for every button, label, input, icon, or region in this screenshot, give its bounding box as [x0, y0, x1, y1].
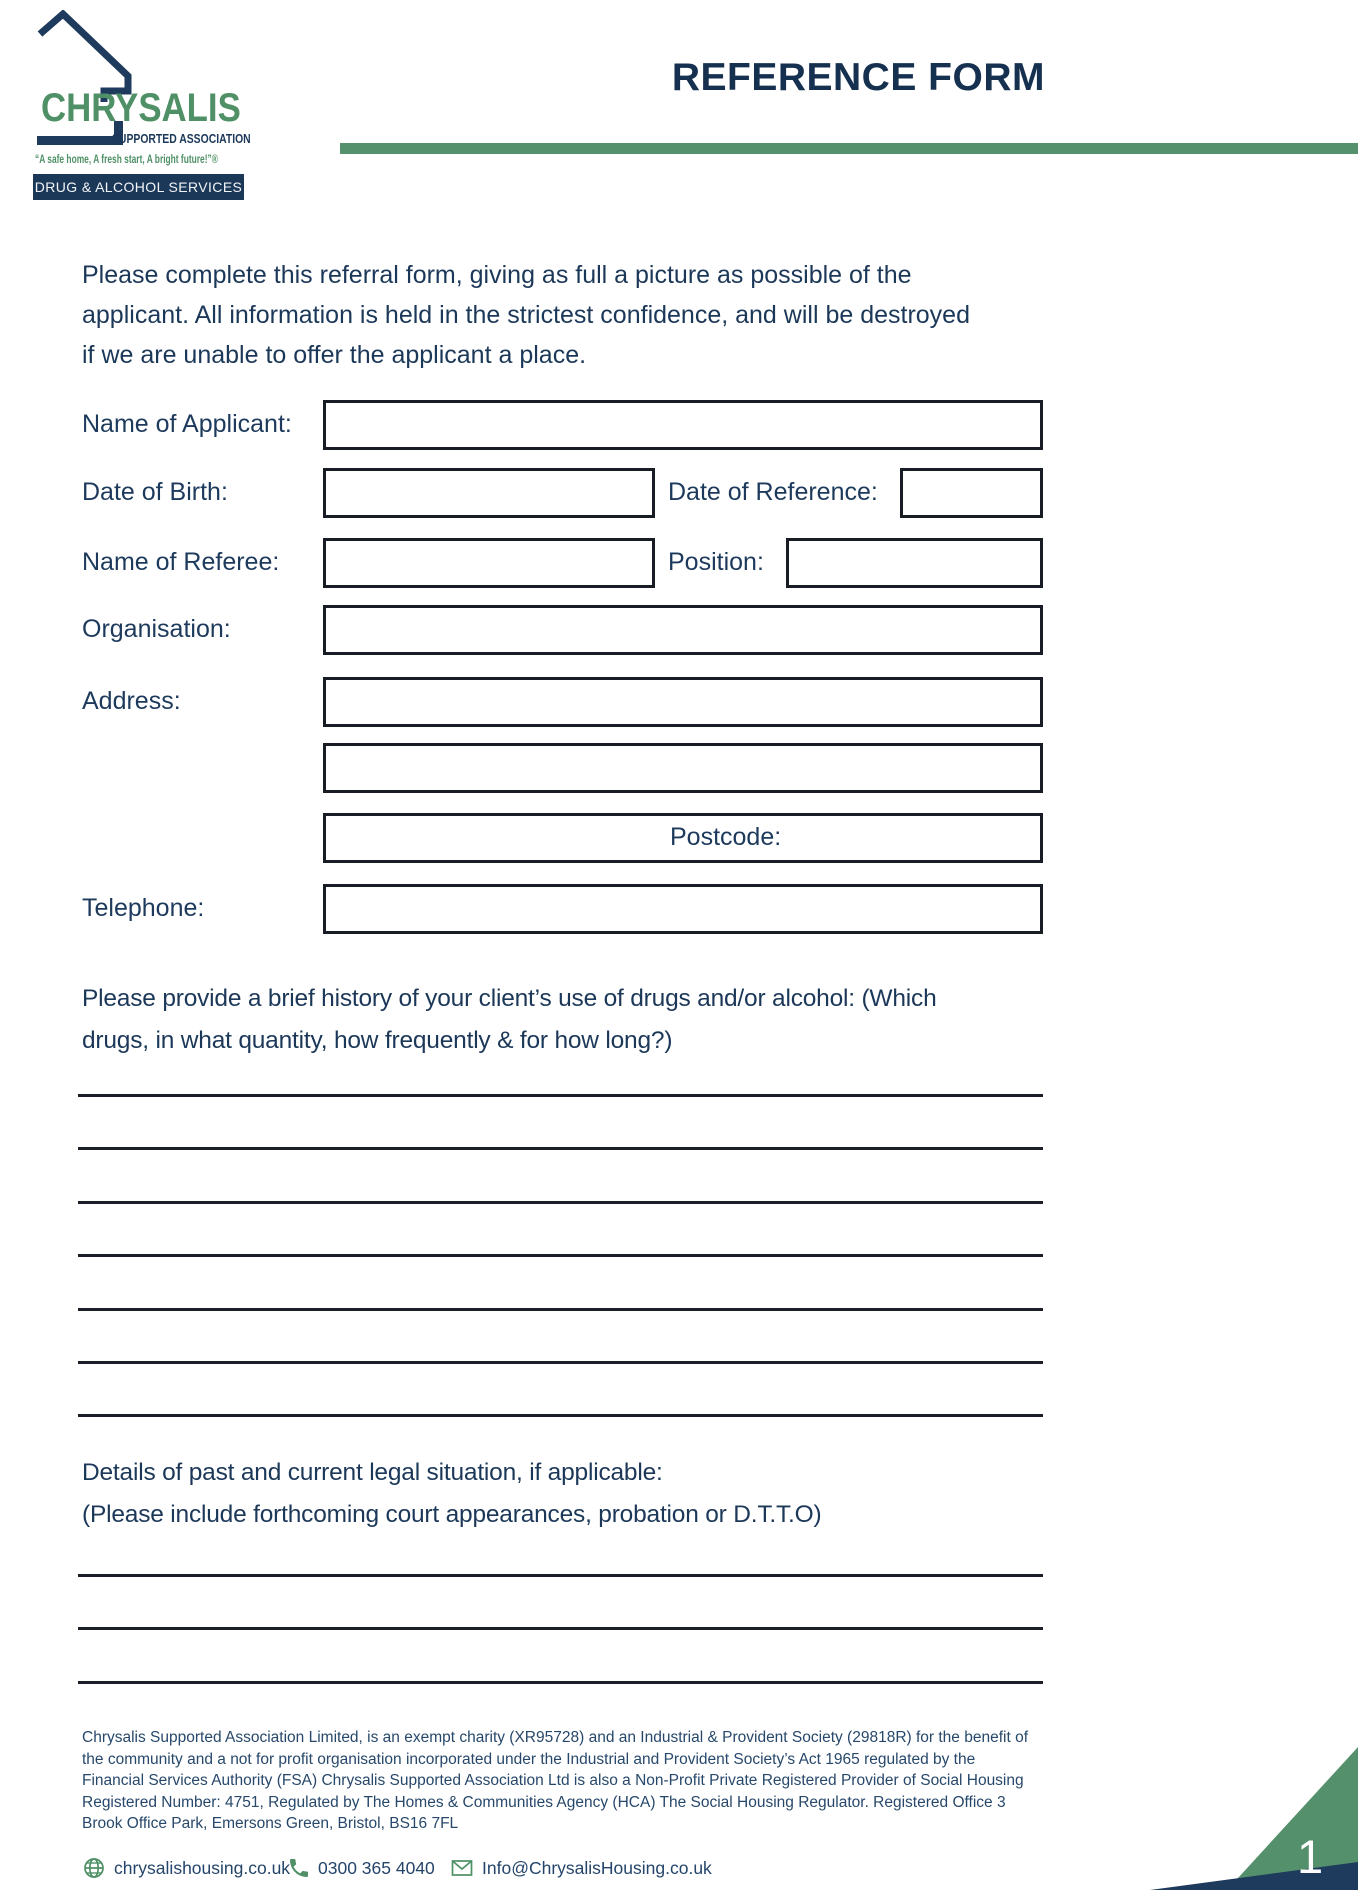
answer-line	[78, 1201, 1043, 1204]
title-underline-bar	[340, 143, 1358, 154]
legal-situation-prompt	[82, 1452, 821, 1536]
drug-history-prompt	[82, 978, 937, 1062]
date-of-reference-label: Date of Reference:	[668, 478, 878, 506]
brand-name: CHRYSALIS	[41, 86, 241, 130]
answer-line	[78, 1094, 1043, 1097]
address-line1-input[interactable]	[323, 677, 1043, 727]
answer-line	[78, 1147, 1043, 1150]
position-label: Position:	[668, 548, 764, 576]
answer-line	[78, 1308, 1043, 1311]
footer-legal-text: Chrysalis Supported Association Limited, is an exempt charity (XR95728) and an Industrial & Provident Society (29818R) for the benefit of the community and a not for profit organisation incorporated under the Industrial and Provident Society’s Act 1965 regulated by the Financial Services Authority (FSA) Chrysalis Supported Association Ltd is also a Non-Profit Private Registered Provider of Social Housing Registered Number: 4751, Regulated by The Homes & Communities Agency (HCA) The Social Housing Regulator. Registered Office 3 Brook Office Park, Emersons Green, Bristol, BS16 7FL	[82, 1729, 1028, 1832]
prompt-line: drugs, in what quantity, how frequently & for how long?)	[82, 1027, 673, 1054]
brand-subtitle: SUPPORTED ASSOCIATION	[112, 131, 251, 146]
address-line2-input[interactable]	[323, 743, 1043, 793]
page-title: REFERENCE FORM	[671, 56, 1045, 99]
drug-history-answer-lines	[78, 1094, 1043, 1468]
brand-banner: DRUG & ALCOHOL SERVICES	[33, 174, 244, 200]
footer-email-link[interactable]: Info@ChrysalisHousing.co.uk	[482, 1858, 712, 1878]
answer-line	[78, 1361, 1043, 1364]
legal-situation-answer-lines	[78, 1574, 1043, 1734]
intro-line: applicant. All information is held in the strictest confidence, and will be destroyed	[82, 301, 970, 329]
telephone-label: Telephone:	[82, 894, 205, 922]
answer-line	[78, 1254, 1043, 1257]
applicant-name-label: Name of Applicant:	[82, 410, 292, 438]
postcode-label: Postcode:	[670, 823, 782, 851]
prompt-line: Please provide a brief history of your client’s use of drugs and/or alcohol: (Which	[82, 985, 937, 1012]
address-label: Address:	[82, 687, 181, 715]
date-of-birth-label: Date of Birth:	[82, 478, 228, 506]
intro-paragraph	[82, 255, 970, 375]
referee-name-label: Name of Referee:	[82, 548, 280, 576]
applicant-name-input[interactable]	[323, 400, 1043, 450]
intro-line: if we are unable to offer the applicant a place.	[82, 341, 587, 369]
prompt-line: (Please include forthcoming court appearances, probation or D.T.T.O)	[82, 1501, 822, 1528]
referee-name-input[interactable]	[323, 538, 655, 588]
phone-icon	[287, 1856, 311, 1880]
answer-line	[78, 1414, 1043, 1417]
telephone-input[interactable]	[323, 884, 1043, 934]
position-input[interactable]	[786, 538, 1043, 588]
brand-tagline: “A safe home, A fresh start, A bright future!”®	[35, 152, 218, 166]
footer-phone-number[interactable]: 0300 365 4040	[318, 1858, 435, 1878]
answer-line	[78, 1681, 1043, 1684]
globe-icon	[82, 1856, 106, 1880]
organisation-label: Organisation:	[82, 615, 231, 643]
page-number: 1	[1297, 1830, 1324, 1883]
prompt-line: Details of past and current legal situation, if applicable:	[82, 1459, 663, 1486]
envelope-icon	[450, 1856, 474, 1880]
organisation-input[interactable]	[323, 605, 1043, 655]
footer-website-link[interactable]: chrysalishousing.co.uk	[114, 1858, 291, 1878]
date-of-birth-input[interactable]	[323, 468, 655, 518]
answer-line	[78, 1627, 1043, 1630]
address-postcode-input[interactable]	[323, 813, 1043, 863]
answer-line	[78, 1574, 1043, 1577]
intro-line: Please complete this referral form, giving as full a picture as possible of the	[82, 261, 912, 289]
date-of-reference-input[interactable]	[900, 468, 1043, 518]
